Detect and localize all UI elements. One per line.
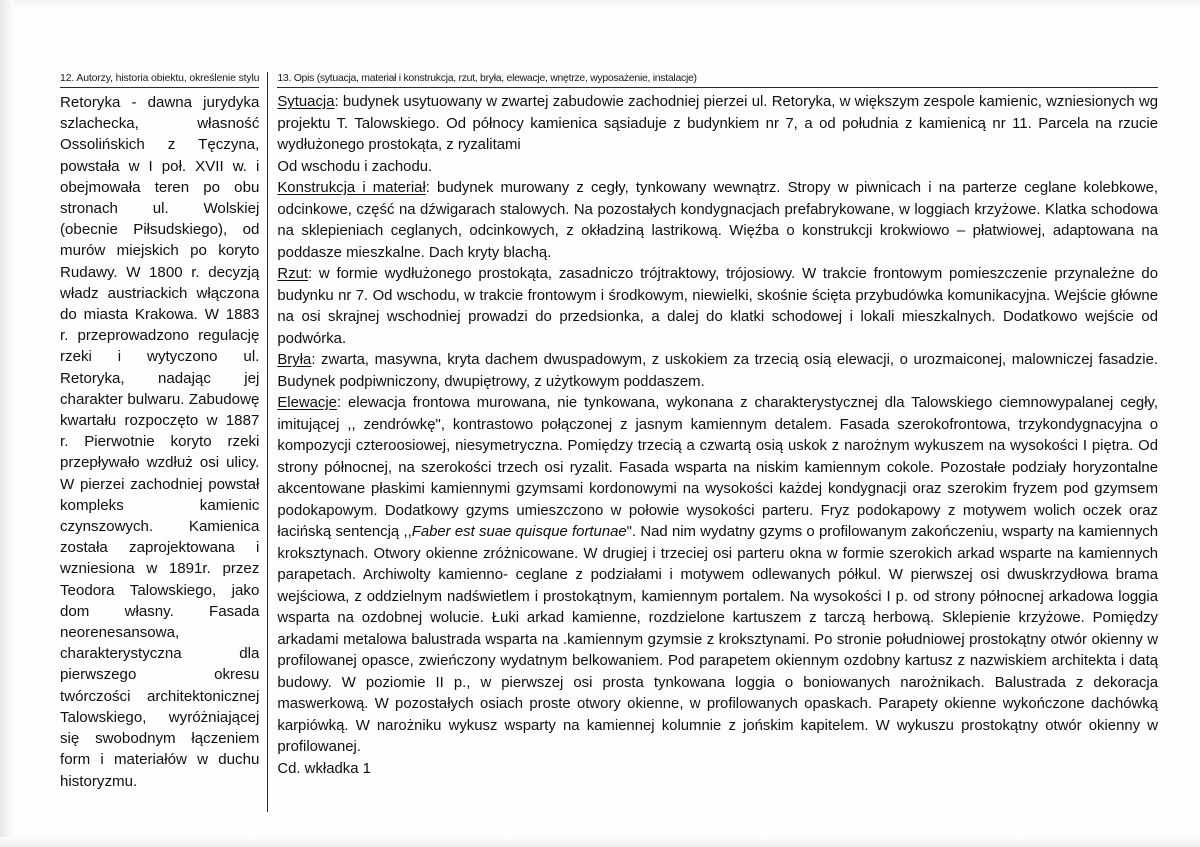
field-13-description xyxy=(268,72,1158,812)
section-sytuacja-separator: : xyxy=(334,94,339,110)
field-12-paragraph: Retoryka - dawna jurydyka szlachecka, własność Ossolińskich z Tęczyna, powstała w I poł. XVII w. i obejmowała teren po obu stronach ul. Wolskiej (obecnie Piłsudskiego), od murów miejskich po koryto Rudawy. W 1800 r. decyzją władz austriackich włączona do miasta Krakowa. W 1883 r. przeprowadzono regulację rzeki i wytyczono ul. Retoryka, nadając jej charakter bulwaru. Zabudowę kwartału rozpoczęto w 1887 r. Pierwotnie koryto rzeki przepływało wzdłuż osi ulicy. W pierzei zachodniej powstał kompleks kamienic czynszowych. Kamienica została zaprojektowana i wzniesiona w 1891r. przez Teodora Talowskiego, jako dom własny. Fasada neorenesansowa, charakterystyczna dla pierwszego okresu twórczości architektonicznej Talowskiego, wyróżniającej się swobodnym łączeniem form i materiałów w duchu historyzmu. xyxy=(60,94,260,790)
section-elewacje-text-after-quote: Nad nim wydatny gzyms o profilowanym zakończeniu, wsparty na kamiennych kroksztynach. Otwory okienne zróżnicowane. W drugiej i trzeciej osi parteru okna w formie szerokich arkad wsparte na kamiennych parapetach. Archiwolty kamienno- ceglane z podziałami i motywem odlewanych półkul. W pierwszej osi dwuskrzydłowa brama wejściowa, z oddzielnym nadświetlem i prostokątnym, kamiennym portalem. Na wysokości I p. od strony północnej arkadowa loggia wsparta na ozdobnej wolucie. Łuki arkad kamienne, rozdzielone kartuszem z tarczą herbową. Sklepienie krzyżowe. Pomiędzy arkadami metalowa balustrada wsparta na .kamiennym gzymsie z kroksztynami. Po stronie południowej prostokątny otwór okienny w profilowanej opasce, zwieńczony wydatnym belkowaniem. Pod parapetem okiennym ozdobny kartusz z nazwiskiem architekta i datą budowy. W poziomie II p., w pierwszej osi prosta tynkowana loggia o boniowanych narożnikach. Balustrada z dekoracja maswerkową. W pozostałych osiach proste otwory okienne, w profilowanych opaskach. Parapety okienne wykończone dachówką karpiówką. W narożniku wykusz wsparty na kamiennej kolumnie z jońskim kapitelem. W wykuszu prostokątny otwór okienny w profilowanej. xyxy=(277,524,1158,755)
section-elewacje-text-before-quote: elewacja frontowa murowana, nie tynkowana, wykonana z charakterystycznej dla Talowskiego ciemnowypalanej cegły, imitującej ,, zendrówkę", kontrastowo połączonej z jasnym kamiennym detalem. Fasada szerokofrontowa, trzykondygnacyjna o kompozycji czteroosiowej, niesymetryczna. Pomiędzy trzecią a czwartą osią uskok z narożnym wykuszem na wysokości I piętra. Od strony północnej, na szerokości trzech osi ryzalit. Fasada wsparta na niskim kamiennym cokole. Pozostałe podziały horyzontalne akcentowane płaskimi kamiennymi gzymsami kordonowymi na wysokości każdej kondygnacji oraz szerokim fryzem pod gzymsem podokapowym. Dodatkowy gzyms umieszczono w połowie wysokości parteru. Fryz podokapowy z motywem wolich oczek oraz łacińską sentencją xyxy=(277,395,1158,540)
section-konstrukcja-lead: Konstrukcja i materiał xyxy=(277,180,426,196)
section-sytuacja-text: budynek usytuowany w zwartej zabudowie zachodniej pierzei ul. Retoryka, w większym zespole kamienic, wzniesionych wg projektu T. Talowskiego. Od północy kamienica sąsiaduje z budynkiem nr 7, a od południa z kamienicą nr 11. Parcela na rzucie wydłużonego prostokąta, z ryzalitami xyxy=(277,94,1158,153)
scan-edge-shadow-top xyxy=(0,0,1200,8)
section-konstrukcja xyxy=(277,178,1158,264)
continuation-note: Cd. wkładka 1 xyxy=(277,760,371,777)
latin-quote-close: ". xyxy=(626,524,637,540)
section-rzut-lead: Rzut xyxy=(277,266,308,282)
field-12-body xyxy=(60,92,259,792)
section-bryla-lead: Bryła xyxy=(277,352,312,368)
field-13-body xyxy=(277,92,1158,780)
section-bryla-separator: : xyxy=(311,352,316,368)
section-sytuacja-lead: Sytuacja xyxy=(277,94,335,110)
section-rzut-text: w formie wydłużonego prostokąta, zasadniczo trójtraktowy, trójosiowy. W trakcie frontowym pomieszczenie przynależne do budynku nr 7. Od wschodu, w trakcie frontowym i środkowym, niewielki, skośnie ścięta przybudówka komunikacyjna. Wejście główne na osi skrajnej wschodniej prowadzi do przedsionka, a dalej do klatki schodowej i lokali mieszkalnych. Dodatkowo wejście od podwórka. xyxy=(277,266,1158,347)
section-konstrukcja-separator: : xyxy=(425,180,430,196)
latin-motto: Faber est suae quisque fortunae xyxy=(411,524,627,540)
section-rzut-separator: : xyxy=(308,266,313,282)
section-sytuacja xyxy=(277,92,1158,157)
section-elewacje-separator: : xyxy=(336,395,342,411)
scan-edge-shadow-bottom xyxy=(0,837,1200,847)
field-12-authors-history-style xyxy=(60,72,268,812)
section-bryla xyxy=(277,350,1158,393)
latin-quote-open: ,, xyxy=(403,524,412,540)
section-elewacje-lead: Elewacje xyxy=(277,395,337,411)
record-card-table xyxy=(60,72,1158,812)
scan-edge-shadow-left xyxy=(0,0,14,847)
field-13-caption: 13. Opis (sytuacja, materiał i konstrukcja, rzut, bryła, elewacje, wnętrze, wyposażenie, instalacje) xyxy=(277,72,1158,88)
section-elewacje xyxy=(277,393,1158,759)
section-bryla-text: zwarta, masywna, kryta dachem dwuspadowym, z uskokiem za trzecią osią elewacji, o urozmaiconej, malowniczej fasadzie. Budynek podpiwniczony, dwupiętrowy, z użytkowym poddaszem. xyxy=(277,352,1158,390)
section-rzut xyxy=(277,264,1158,350)
section-sytuacja-tail: Od wschodu i zachodu. xyxy=(277,158,433,175)
field-12-caption: 12. Autorzy, historia obiektu, określenie stylu xyxy=(60,72,259,88)
section-konstrukcja-text: budynek murowany z cegły, tynkowany wewnątrz. Stropy w piwnicach i na parterze ceglane kolebkowe, odcinkowe, część na dźwigarach stalowych. Na pozostałych kondygnacjach prefabrykowane, w loggiach krzyżowe. Klatka schodowa na sklepieniach ceglanych, odcinkowych, z okładziną lastrikową. Więźba o konstrukcji krokwiowo – płatwiowej, adaptowana na poddasze mieszkalne. Dach kryty blachą. xyxy=(277,180,1159,261)
